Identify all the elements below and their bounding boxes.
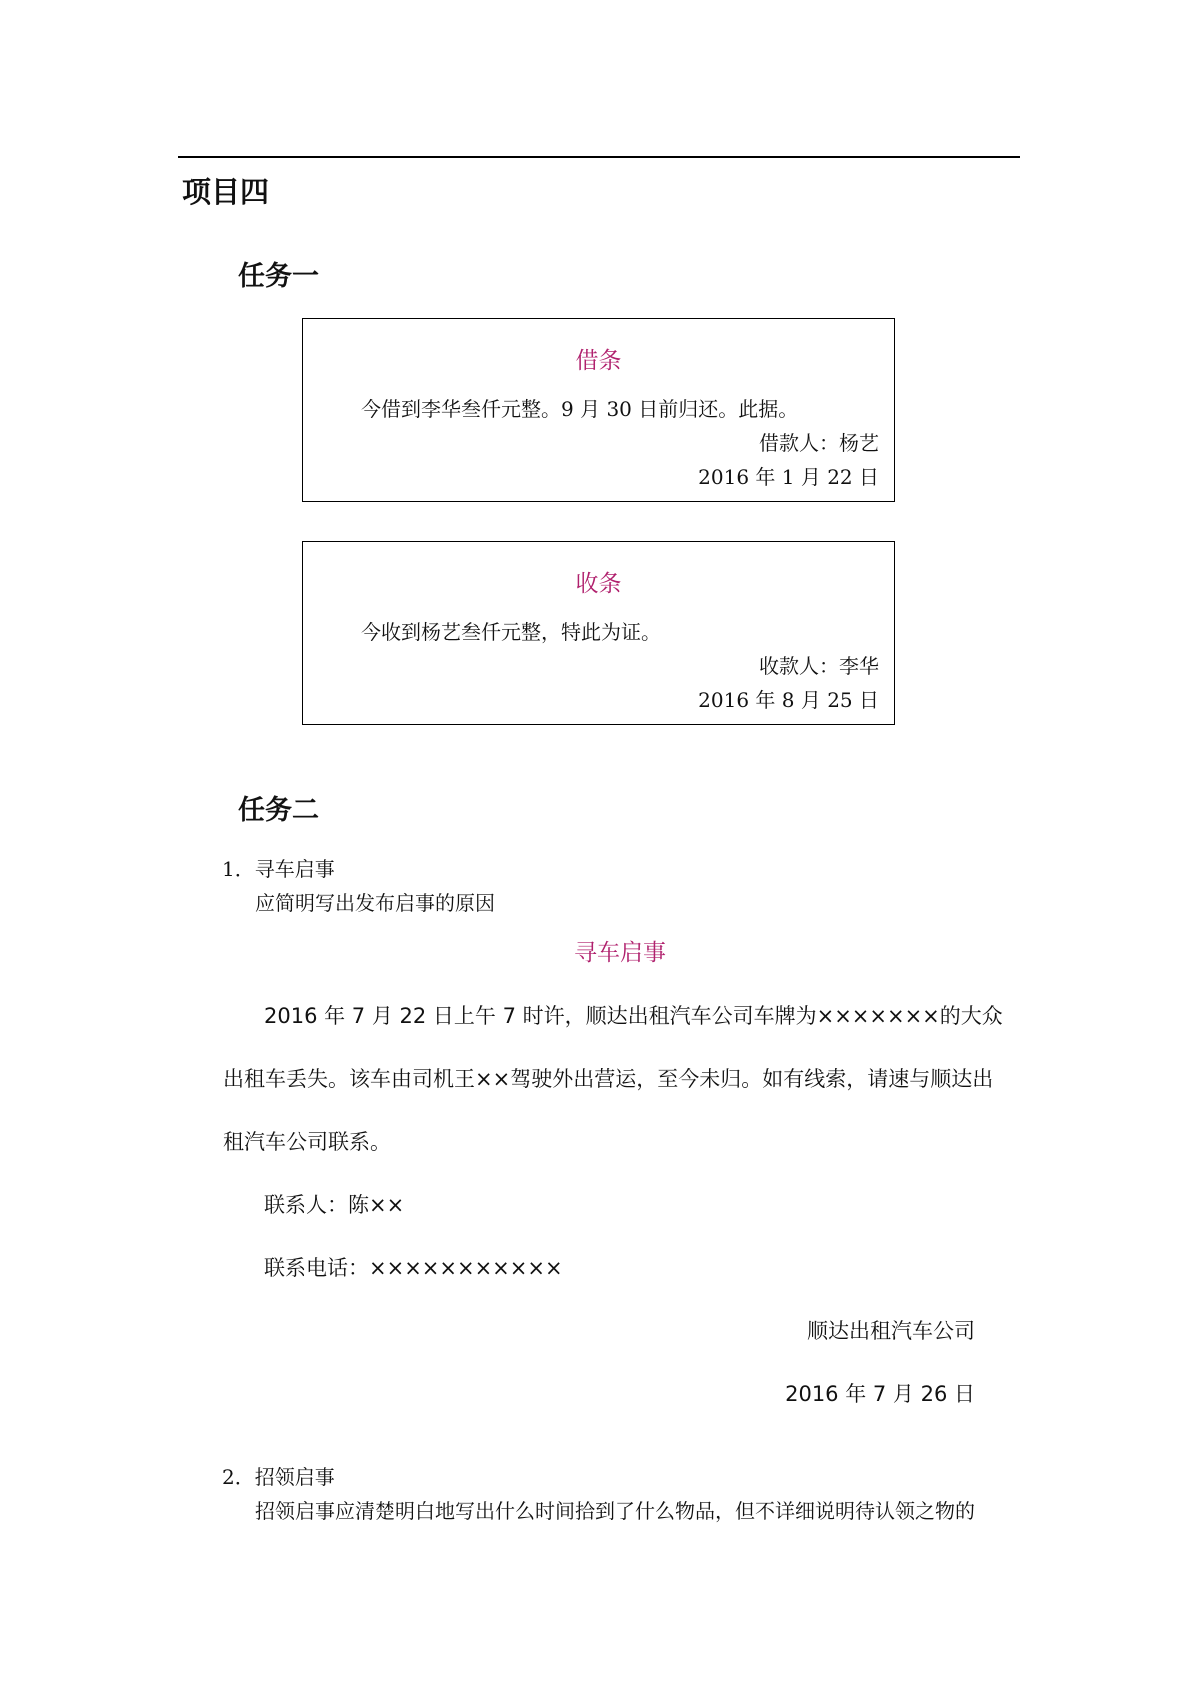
notice-line-3: 租汽车公司联系。: [223, 1130, 391, 1154]
borrow-note-date: 2016 年 1 月 22 日: [698, 465, 879, 489]
receipt-signer: 收款人：李华: [759, 654, 879, 678]
lost-car-notice-title: 寻车启事: [574, 940, 666, 966]
notice-phone: 联系电话：×××××××××××: [264, 1256, 563, 1280]
item1-hint: 应简明写出发布启事的原因: [255, 891, 495, 915]
borrow-note-box: [302, 318, 895, 502]
borrow-note-signer: 借款人：杨艺: [759, 431, 879, 455]
receipt-body: 今收到杨艺叁仟元整，特此为证。: [361, 620, 661, 644]
notice-contact: 联系人：陈××: [264, 1193, 405, 1217]
item2-label: 2．招领启事: [222, 1465, 335, 1489]
task1-heading: 任务一: [238, 261, 319, 292]
notice-line-1: 2016 年 7 月 22 日上午 7 时许，顺达出租汽车公司车牌为×××××××的大众: [264, 1004, 1003, 1028]
receipt-date: 2016 年 8 月 25 日: [698, 688, 879, 712]
task2-heading: 任务二: [238, 795, 319, 826]
borrow-note-body: 今借到李华叁仟元整。9 月 30 日前归还。此据。: [361, 397, 799, 421]
notice-line-2: 出租车丢失。该车由司机王××驾驶外出营运，至今未归。如有线索，请速与顺达出: [223, 1067, 994, 1091]
top-rule: [178, 156, 1020, 158]
receipt-title: 收条: [575, 571, 622, 597]
project-heading: 项目四: [182, 175, 270, 209]
notice-company: 顺达出租汽车公司: [807, 1319, 975, 1343]
borrow-note-title: 借条: [575, 348, 622, 374]
item2-text: 招领启事应清楚明白地写出什么时间拾到了什么物品，但不详细说明待认领之物的: [255, 1499, 975, 1523]
receipt-box: [302, 541, 895, 725]
item1-label: 1．寻车启事: [222, 857, 335, 881]
notice-date: 2016 年 7 月 26 日: [785, 1382, 975, 1406]
